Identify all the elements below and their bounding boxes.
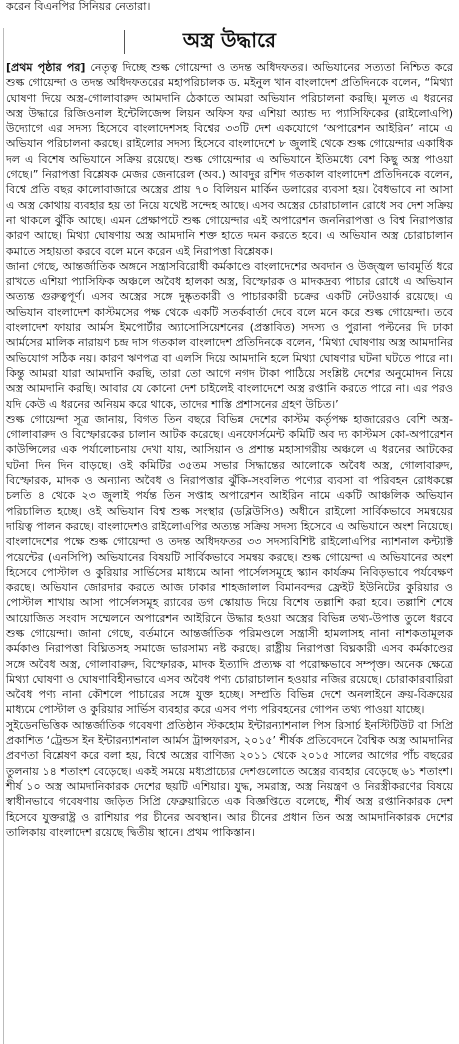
paragraph-3: শুল্ক গোয়েন্দা সূত্র জানায়, বিগত তিন বছরে বিভিন্ন দেশের কাস্টম কর্তৃপক্ষ হাজারেরও বেশি অস্ত্র-গোলাবারুদ ও বিস্ফোরকের চালান আটক করেছে। এনফোর্সমেন্ট কমিটি অব দ্য কাস্টমস কো-অপারেশন কাউন্সিলের এক পর্যালোচনায় দেখা যায়, আসিয়ান ও প্রশান্ত মহাসাগরীয় অঞ্চলে এ ধরনের আটকের ঘটনা দিন দিন বাড়ছে। ওই কমিটির ৩৫তম সভার সিদ্ধান্তের আলোকে অবৈধ অস্ত্র, গোলাবারুদ, বিস্ফোরক, মাদক ও অন্যান্য অবৈধ ও নিরাপত্তার ঝুঁকি-সংবলিত পণ্যের ব্যবসা বা পরিবহন রোধকল্পে চলতি ৪ থেকে ২৩ জুলাই পর্যন্ত তিন সপ্তাহ অপারেশন আইরিন নামে একটি আঞ্চলিক অভিযান পরিচালিত হচ্ছে। ওই অভিযান বিশ্ব শুল্ক সংস্থার (ডব্লিউসিও) অধীনে রাইলো সার্বিকভাবে সমন্বয়ের দায়িত্ব পালন করছে। বাংলাদেশও রাইলোএপির অত্যন্ত সক্রিয় সদস্য হিসেবে এ অভিযানে অংশ নিয়েছে। বাংলাদেশের পক্ষে শুল্ক গোয়েন্দা ও তদন্ত অধিদফতর ৩৩ সদস্যবিশিষ্ট রাইলোএপির ন্যাশনাল কন্ট্যাক্ট পয়েন্টের (এনসিপি) অভিযানের বিষয়টি সার্বিকভাবে সমন্বয় করছে। শুল্ক গোয়েন্দা এ অভিযানের অংশ হিসেবে পোস্টাল ও কুরিয়ার সার্ভিসের মাধ্যমে আনা পার্সেলসমূহে স্ক্যান কার্যক্রম নিবিড়ভাবে পর্যবেক্ষণ করছে। অভিযান জোরদার করতে আজ ঢাকার শাহজালাল বিমানবন্দর ফ্রেইট ইউনিটের কুরিয়ার ও পোস্টাল শাখায় আসা পার্সেলসমূহ র‌্যাবের ডগ স্কোয়াড দিয়ে বিশেষ তল্লাশি করা হবে। তল্লাশি শেষে আয়োজিত সংবাদ সম্মেলনে অপারেশন আইরিনে উদ্ধার হওয়া অস্ত্রের বিভিন্ন তথ্য-উপাত্ত তুলে ধরবে শুল্ক গোয়েন্দা। জানা গেছে, বর্তমানে আন্তর্জাতিক পরিমণ্ডলে সন্ত্রাসী হামলাসহ নানা নাশকতামূলক কর্মকাণ্ড নিরাপত্তা বিঘ্নিতসহ সমাজে ভারসাম্য নষ্ট করছে। রাষ্ট্রীয় নিরাপত্তা বিঘ্নকারী এসব কর্মকাণ্ডের সঙ্গে অবৈধ অস্ত্র, গোলাবারুদ, বিস্ফোরক, মাদক ইত্যাদি প্রত্যক্ষ বা পরোক্ষভাবে সম্পৃক্ত। অনেক ক্ষেত্রে মিথ্যা ঘোষণা ও ঘোষণাবিহীনভাবে এসব অবৈধ পণ্য চোরাচালান হওয়ার নজির রয়েছে। চোরাকারবারিরা অবৈধ পণ্য নানা কৌশলে পাচারের সঙ্গে যুক্ত হচ্ছে। সম্প্রতি বিভিন্ন দেশে অনলাইনে ক্রয়-বিক্রয়ের মাধ্যমে পোস্টাল ও কুরিয়ার সার্ভিস ব্যবহার করে এসব পণ্য পরিবহনের গোপন তথ্য পাওয়া যাচ্ছে।: [6, 412, 453, 717]
article-body: [6, 60, 453, 840]
headline-row: [6, 28, 453, 56]
previous-article-text: করেন বিএনপির সিনিয়র নেতারা।: [6, 0, 151, 13]
headline: অস্ত্র উদ্ধারে: [182, 27, 277, 52]
paragraph-1-text: নেতৃত্ব দিচ্ছে শুল্ক গোয়েন্দা ও তদন্ত অধিদফতর। অভিযানের সত্যতা নিশ্চিত করে শুল্ক গোয়েন্দা ও তদন্ত অধিদফতরের মহাপরিচালক ড. মইনুল খান বাংলাদেশ প্রতিদিনকে বলেন, “মিথ্যা ঘোষণা দিয়ে অস্ত্র-গোলাবারুদ আমদানি ঠেকাতে আমরা অভিযান পরিচালনা করছি। মূলত এ ধরনের অস্ত্র উদ্ধারে রিজিওনাল ইন্টেলিজেন্স লিয়ন অফিস ফর এশিয়া অ্যান্ড দ্য প্যাসিফিকের (রাইলোএপি) উদ্যোগে এর সদস্য হিসেবে বাংলাদেশসহ বিশ্বের ৩৩টি দেশ একযোগে ‘অপারেশন আইরিন’ নামে এ অভিযান পরিচালনা করছে। রাইলোর সদস্য হিসেবে বাংলাদেশে ৮ জুলাই থেকে শুল্ক গোয়েন্দার একাধিক দল এ বিশেষ অভিযানে সক্রিয় রয়েছে। শুল্ক গোয়েন্দার এ অভিযানে ইতিমধ্যে বেশ কিছু অস্ত্র পাওয়া গেছে।” নিরাপত্তা বিশ্লেষক মেজর জেনারেল (অব.) আবদুর রশিদ গতকাল বাংলাদেশ প্রতিদিনকে বলেন, বিশ্বে প্রতি বছর কালোবাজারে অস্ত্রের প্রায় ৭০ বিলিয়ন মার্কিন ডলারের ব্যবসা হয়। বৈধভাবে না আসা এ অস্ত্র কোথায় ব্যবহার হয় তা নিয়ে যথেষ্ট সন্দেহ আছে। এসব অস্ত্রের চোরাচালান রোধে সব দেশ সক্রিয় না থাকলে ঝুঁকি আছে। এমন প্রেক্ষাপটে শুল্ক গোয়েন্দার এই অপারেশন জননিরাপত্তা ও বিশ্ব নিরাপত্তার কারণ আছে। মিথ্যা ঘোষণায় অস্ত্র আমদানি শক্ত হাতে দমন করতে হবে। এ অভিযান অস্ত্র চোরাচালান কমাতে সহায়তা করবে বলে মনে করেন এই নিরাপত্তা বিশ্লেষক।: [6, 61, 453, 258]
column-rule: [3, 28, 4, 1044]
jump-marker: [প্রথম পৃষ্ঠার পর]: [6, 61, 86, 74]
paragraph-2: জানা গেছে, আন্তর্জাতিক অঙ্গনে সন্ত্রাসবিরোধী কর্মকাণ্ডে বাংলাদেশের অবদান ও উজ্জ্বল ভাবমূর্তি ধরে রাখতে এশিয়া প্যাসিফিক অঞ্চলে অবৈধ হালকা অস্ত্র, বিস্ফোরক ও মাদকদ্রব্য পাচার রোধে এ অভিযান অত্যন্ত গুরুত্বপূর্ণ। এসব অস্ত্রের সঙ্গে দুষ্কৃতকারী ও পাচারকারী চক্রের একটি নেটওয়ার্ক রয়েছে। এ অভিযান বাংলাদেশ কাস্টমসের পক্ষ থেকে একটি সতর্কবার্তা দেবে বলে মনে করে শুল্ক গোয়েন্দা। তবে বাংলাদেশ ফায়ার আর্মস ইমপোর্টার অ্যাসোসিয়েশনের (প্রস্তাবিত) সদস্য ও পুরানা পল্টনের দি ঢাকা আর্মসের মালিক নারায়ণ চন্দ্র দাস গতকাল বাংলাদেশ প্রতিদিনকে বলেন, ‘মিথ্যা ঘোষণায় অস্ত্র আমদানির অভিযোগ সঠিক নয়। কারণ ঋণপত্র বা এলসি দিয়ে আমদানি হলে মিথ্যা ঘোষণার ঘটনা ঘটতে পারে না। কিন্তু আমরা যারা আমদানি করছি, তারা তো আগে নগদ টাকা পাঠিয়ে সংশ্লিষ্ট দেশের অনুমোদন নিয়ে অস্ত্র আমদানি করছি। আবার যে কোনো দেশ চাইলেই বাংলাদেশে অস্ত্র রপ্তানি করতে পারে না। এর পরও যদি কেউ এ ধরনের অনিয়ম করে থাকে, তাদের শাস্তি প্রশাসনের গ্রহণ উচিত।’: [6, 259, 453, 411]
paragraph-4: সুইডেনভিত্তিক আন্তর্জাতিক গবেষণা প্রতিষ্ঠান স্টকহোম ইন্টারন্যাশনাল পিস রিসার্চ ইনস্টিটিউট বা সিপ্রি প্রকাশিত ‘ট্রেন্ডস ইন ইন্টারন্যাশনাল আর্মস ট্রান্সফারস, ২০১৫’ শীর্ষক প্রতিবেদনে বৈশ্বিক অস্ত্র আমদানির প্রবণতা বিশ্লেষণ করে বলা হয়, বিশ্বে অস্ত্রের বাণিজ্য ২০১১ থেকে ২০১৫ সালের আগের পাঁচ বছরের তুলনায় ১৪ শতাংশ বেড়েছে। একই সময়ে মধ্যপ্রাচ্যের দেশগুলোতে অস্ত্রের ব্যবহার বেড়েছে ৬১ শতাংশ। শীর্ষ ১০ অস্ত্র আমদানিকারক দেশের ছয়টি এশিয়ার। যুদ্ধ, সমরাস্ত্র, অস্ত্র নিয়ন্ত্রণ ও নিরস্ত্রীকরণের বিষয়ে স্বাধীনভাবে গবেষণায় জড়িত সিপ্রি ফেব্রুয়ারিতে এক বিজ্ঞপ্তিতে বলেছে, শীর্ষ অস্ত্র রপ্তানিকারক দেশ হিসেবে যুক্তরাষ্ট্র ও রাশিয়ার পর চীনের অবস্থান। আর চীনের প্রধান তিন অস্ত্র আমদানিকারক দেশের তালিকায় বাংলাদেশ রয়েছে দ্বিতীয় স্থানে। প্রথম পাকিস্তান।: [6, 718, 453, 839]
paragraph-1: [6, 60, 453, 259]
previous-article-fragment: [6, 0, 453, 28]
